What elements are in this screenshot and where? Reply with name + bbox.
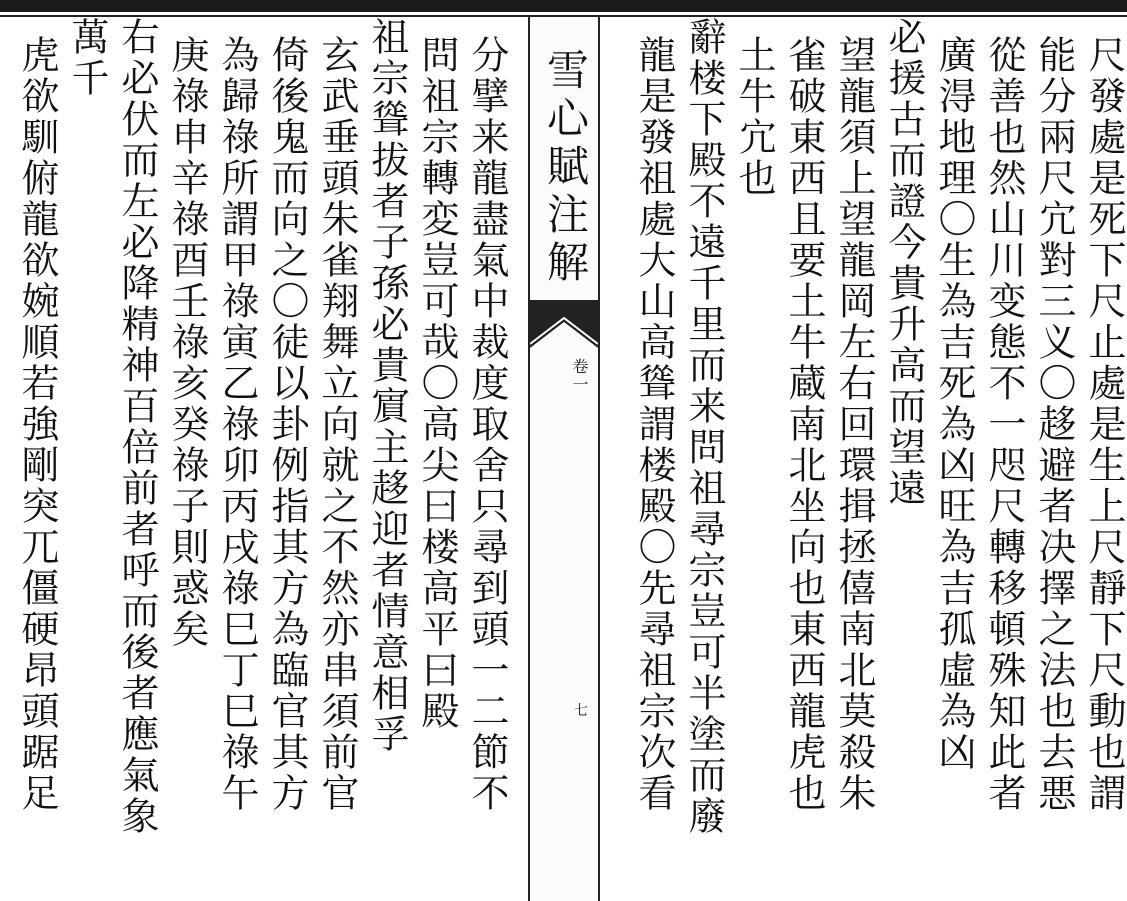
section-heading-column: 辭楼下殿不遠千里而来問祖尋宗豈可半塗而廢: [682, 17, 726, 837]
right-page: [600, 17, 1127, 901]
text-column: 問祖宗轉変豈可哉〇高尖曰楼高平曰殿: [415, 35, 459, 732]
left-page: [0, 17, 528, 901]
section-heading-column: 必援古而證今貴升高而望遠: [882, 17, 926, 509]
text-column: 尺發處是死下尺止處是生上尺靜下尺動也謂: [1082, 35, 1126, 814]
volume-label: 卷一: [570, 358, 589, 394]
spine-border-right: [598, 17, 600, 901]
text-column: 望龍須上望龍岡左右回環揖拯僖南北莫殺朱: [832, 35, 876, 814]
page-number: 七: [574, 703, 588, 719]
text-column: 虎欲馴俯龍欲婉順若強剛突兀僵硬昂頭踞足: [15, 35, 59, 814]
text-column: 為歸祿所謂甲祿寅乙祿卯丙戌祿巳丁巳祿午: [215, 35, 259, 814]
text-column: 分擘来龍盡氣中裁度取舍只尋到頭一二節不: [465, 35, 509, 814]
text-column: 龍是發祖處大山高聳謂楼殿〇先尋祖宗次看: [632, 35, 676, 814]
section-heading-column: 右必伏而左必降精神百倍前者呼而後者應氣象: [115, 17, 159, 837]
text-column: 從善也然山川变態不一咫尺轉移頓殊知此者: [982, 35, 1026, 814]
text-column: 廣淂地理〇生為吉死為凶旺為吉孤虛為凶: [932, 35, 976, 773]
text-column: 土牛宂也: [732, 35, 776, 199]
section-heading-column: 萬千: [65, 17, 109, 99]
text-column: 能分兩尺宂對三义〇趍避者决擇之法也去悪: [1032, 35, 1076, 814]
top-border-bar: [0, 0, 1127, 12]
text-column: 庚祿申辛祿酉壬祿亥癸祿子則惑矣: [165, 35, 209, 650]
text-column: 雀破東西且要土牛蔵南北坐向也東西龍虎也: [782, 35, 826, 814]
section-heading-column: 祖宗聳拔者子孫必貴賔主趍迎者情意相孚: [365, 17, 409, 755]
book-title: 雪心賦注解: [541, 48, 590, 288]
spine-border-left: [528, 17, 530, 901]
text-column: 玄武垂頭朱雀翔舞立向就之不然亦串須前官: [315, 35, 359, 814]
fishtail-ornament-icon: [530, 300, 598, 348]
text-column: 倚後鬼而向之〇徒以卦例指其方為臨官其方: [265, 35, 309, 814]
